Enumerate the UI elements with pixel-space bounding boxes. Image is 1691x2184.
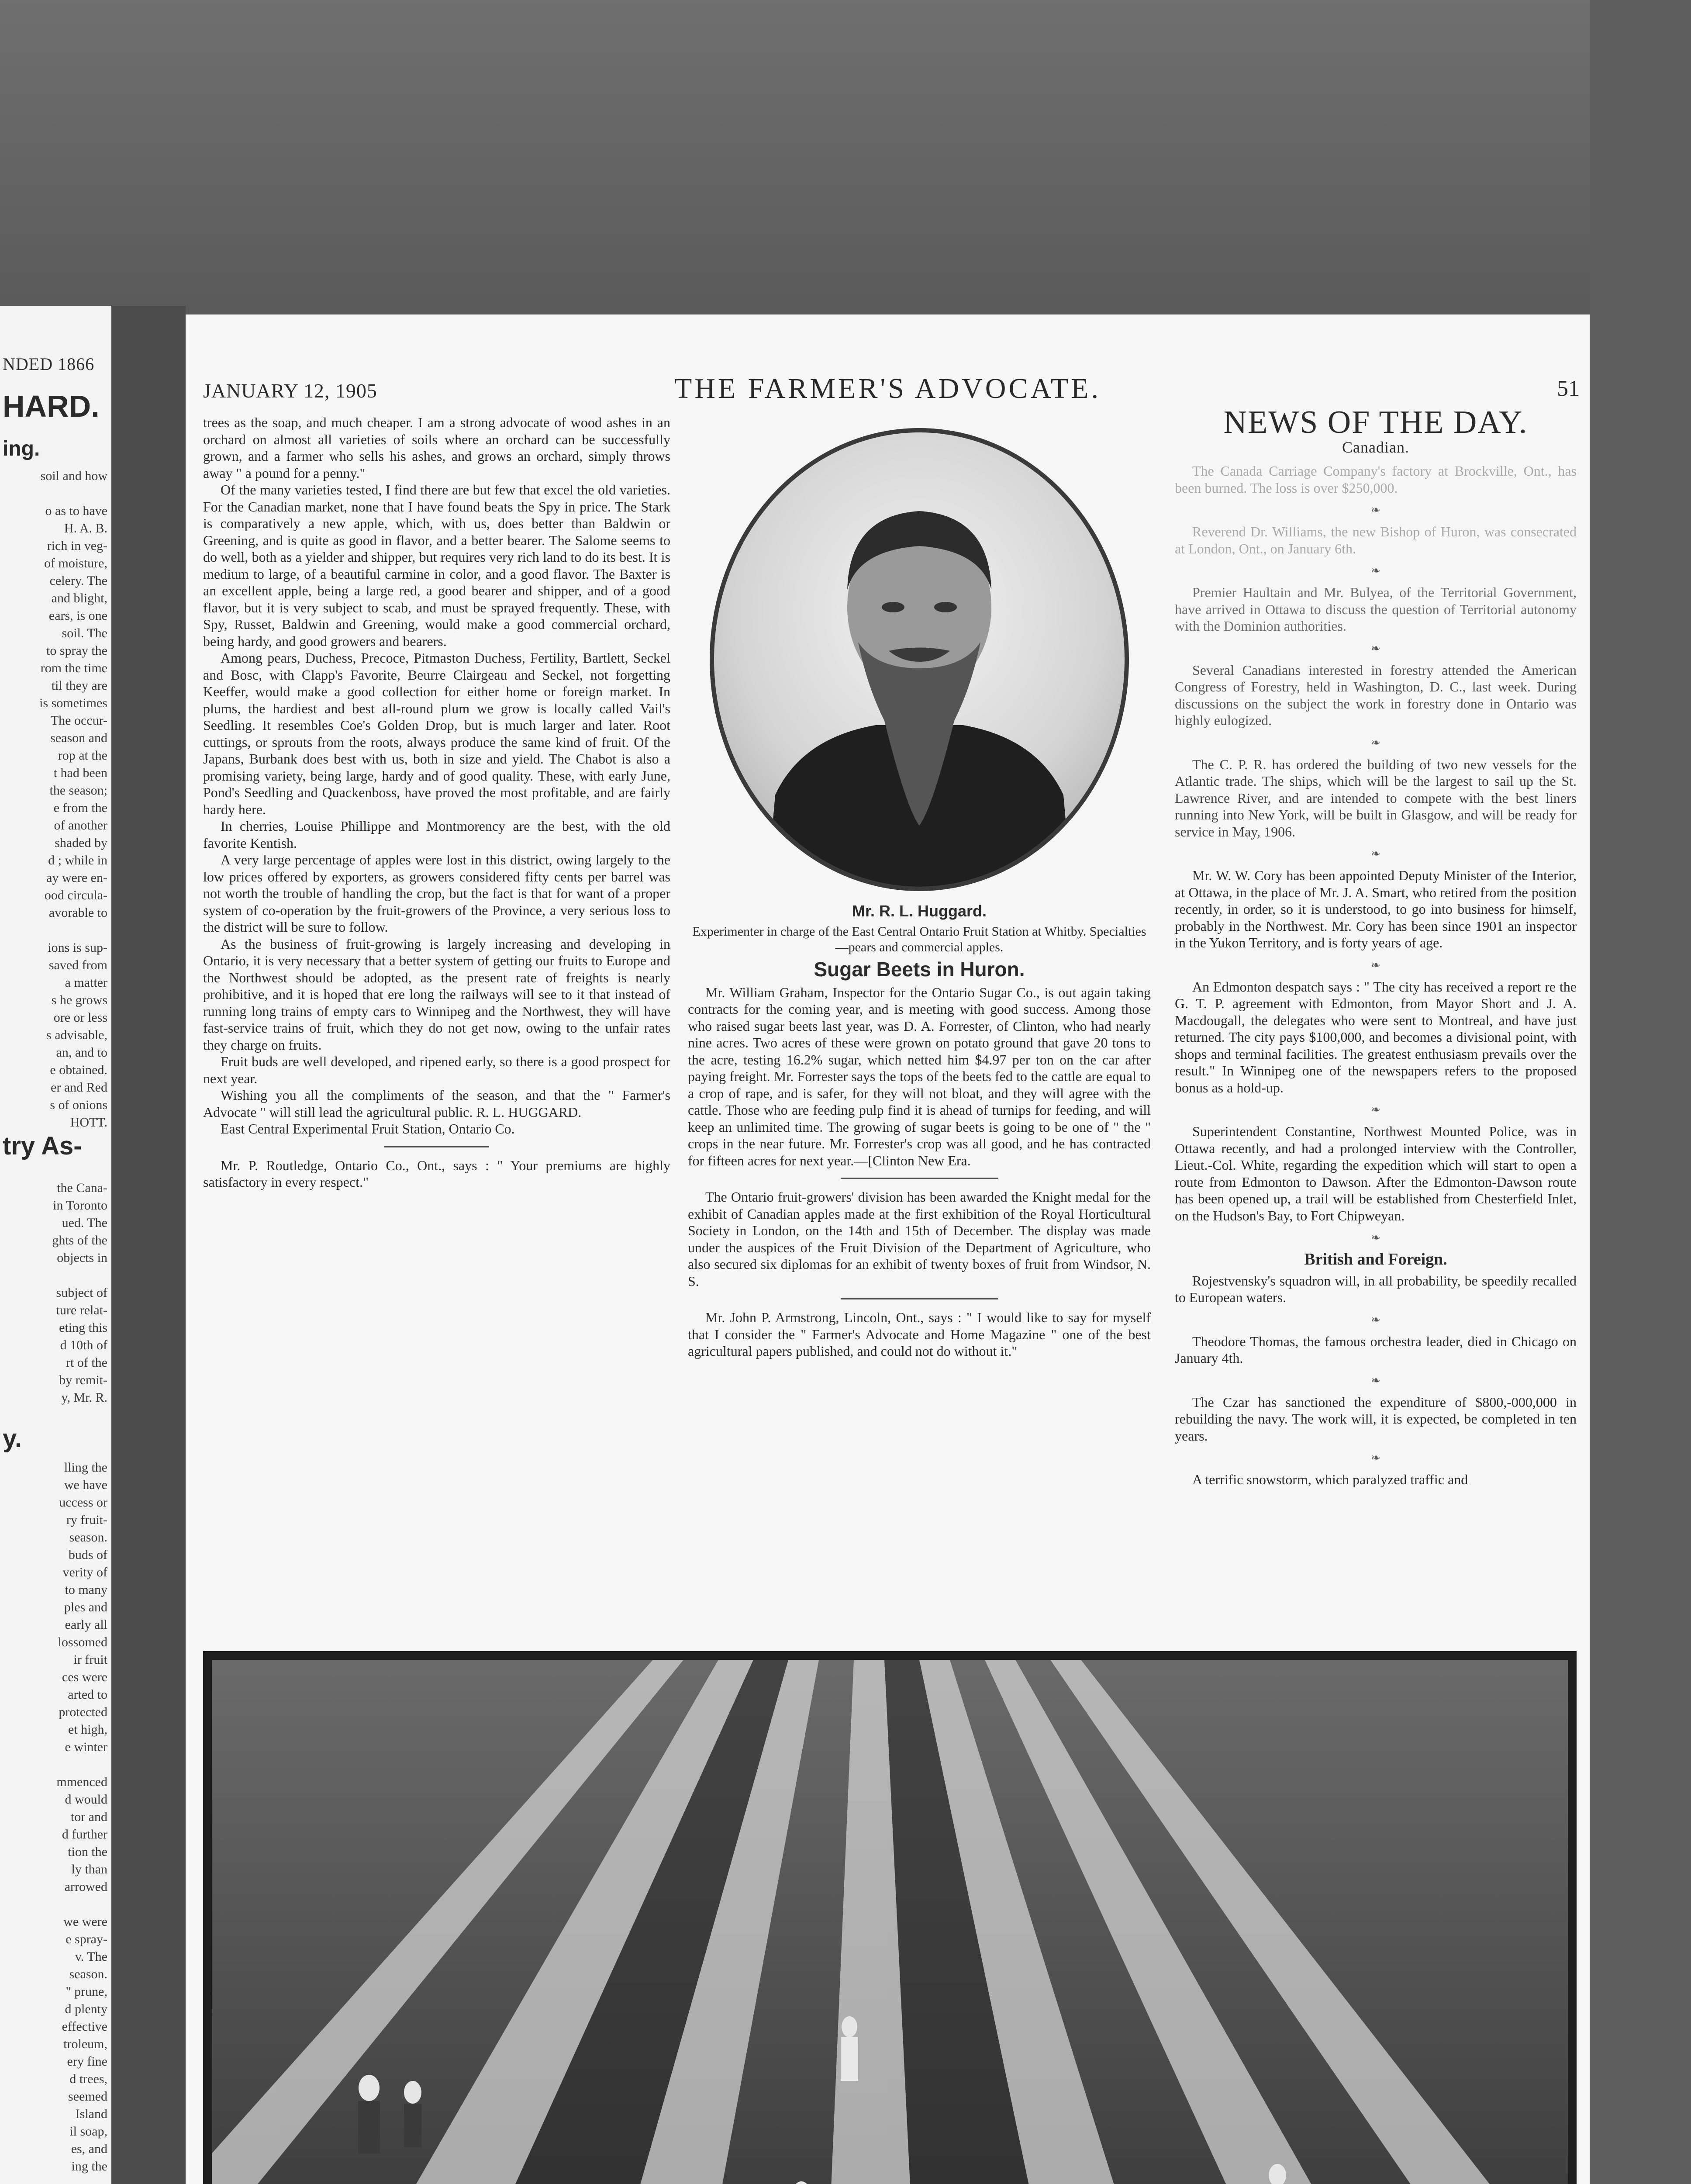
column-rule: [384, 1146, 489, 1147]
prev-page-text-b: [3, 1179, 107, 1406]
news-item: Mr. W. W. Cory has been appointed Deputy Minister of the Interior, at Ottawa, in the place of Mr. J. A. Smart, who retired from the position recently, in order, so it is understood, to go into business for himself, probably in the Northwest. Mr. Cory has been since 1901 an inspector in the Yukon Territory, and is forty years of age.: [1175, 867, 1577, 950]
prev-page-line: [3, 1267, 107, 1284]
raspberry-garden-photo: [203, 1651, 1577, 2184]
separator-ornament: ❧: [1371, 564, 1380, 577]
prev-page-line: e spray-: [66, 1932, 107, 1946]
binding-gutter: [111, 306, 186, 2184]
paragraph: Fruit buds are well developed, and ripened early, so there is a good prospect for next year.: [203, 1054, 670, 1086]
prev-page-line: [3, 1896, 107, 1913]
prev-page-line: er and Red: [51, 1080, 107, 1095]
prev-page-line: objects in: [57, 1251, 107, 1265]
prev-page-line: tor and: [70, 1810, 107, 1824]
prev-page-line: [3, 1756, 107, 1773]
separator-ornament: ❧: [1371, 847, 1380, 860]
news-item: The Czar has sanctioned the expenditure of $800,-000,000 in rebuilding the navy. The work will, it is expected, be completed in ten years.: [1175, 1394, 1577, 1444]
prev-page-line: season and: [50, 731, 107, 745]
prev-page-text-c: [3, 1459, 107, 2175]
prev-page-line: ly than: [71, 1862, 107, 1876]
prev-page-line: seemed: [68, 2089, 107, 2104]
prev-page-line: early all: [65, 1617, 107, 1632]
british-foreign-subheading: British and Foreign.: [1304, 1250, 1447, 1268]
paragraph: Among pears, Duchess, Precoce, Pitmaston Duchess, Fertility, Bartlett, Seckel and Bosc, with Clapp's Favorite, Beurre Clairgeau and Seckel, not forgetting Keeffer, would make a good collection for either home or foreign market. In plums, the hardiest and best all-round plum we grow is locally called Vail's Seedling. It resembles Coe's Golden Drop, but is much larger and later. Root cuttings, or sprouts from the roots, always produce the same kind of fruit. Of the Japans, Burbank does best with us, both in size and yield. The Chabot is also a promising variety, being large, hardy and of good quality. These, with early June, Pond's Seedling and Quackenboss, have proved the most profitable, and are fairly hardy here.: [203, 650, 670, 817]
prev-page-line: ears, is one: [48, 608, 107, 623]
prev-page-line: H. A. B.: [64, 521, 107, 536]
prev-page-line: Island: [75, 2107, 107, 2121]
prev-page-line: the season;: [49, 783, 107, 798]
prev-page-line: celery. The: [49, 574, 107, 588]
prev-page-line: et high,: [68, 1722, 107, 1737]
prev-page-line: ples and: [64, 1600, 107, 1614]
masthead-title: THE FARMER'S ADVOCATE.: [674, 373, 1101, 404]
prev-page-line: and blight,: [51, 591, 107, 605]
news-item: The Canada Carriage Company's factory at Brockville, Ont., has been burned. The loss is over $250,000.: [1175, 463, 1577, 496]
paragraph: Wishing you all the compliments of the season, and that the " Farmer's Advocate " will still lead the agricultural public. R. L. HUGGARD.: [203, 1087, 670, 1120]
news-of-the-day-heading: NEWS OF THE DAY.: [1223, 404, 1528, 440]
separator-ornament: ❧: [1371, 642, 1380, 655]
prev-page-line: ery fine: [67, 2054, 107, 2069]
separator-ornament: ❧: [1371, 736, 1380, 749]
prev-page-line: ions is sup-: [48, 940, 107, 955]
prev-page-line: protected: [59, 1705, 107, 1719]
prev-page-line: d ; while in: [48, 853, 107, 867]
prev-page-line: ces were: [62, 1670, 107, 1684]
prev-page-line: buds of: [68, 1548, 107, 1562]
paragraph: A very large percentage of apples were lost in this district, owing largely to the low prices offered by exporters, as growers considered fifty cents per barrel was not worth the trouble of handling the crop, but the fact is that for want of a proper system of co-operation by the fruit-growers of the Province, a very serious loss to the district will be sure to follow.: [203, 852, 670, 935]
previous-page-fragment: [0, 306, 111, 2184]
prev-page-line: " prune,: [66, 1984, 107, 1999]
prev-page-line: il soap,: [69, 2124, 107, 2139]
prev-page-line: e winter: [65, 1740, 107, 1754]
paragraph: In cherries, Louise Phillippe and Montmorency are the best, with the old favorite Kentish.: [203, 818, 670, 851]
paragraph: trees as the soap, and much cheaper. I am a strong advocate of wood ashes in an orchard on almost all varieties of soils where an orchard can be successfully grown, and a farmer who sells his ashes, and grows an orchard, simply throws away " a pound for a penny.": [203, 415, 670, 481]
prev-page-line: ir fruit: [73, 1652, 107, 1667]
prev-page-line: tion the: [68, 1845, 107, 1859]
prev-page-line: s he grows: [51, 993, 107, 1007]
news-item: Several Canadians interested in forestry attended the American Congress of Forestry, held in Washington, D. C., last week. During discussions on the subject the work in forestry done in Ontario was highly eulogized.: [1175, 662, 1577, 728]
prev-page-line: rop at the: [58, 748, 107, 763]
column-rule: [841, 1178, 998, 1179]
prev-page-line: we have: [64, 1478, 107, 1492]
prev-page-line: ghts of the: [52, 1233, 107, 1248]
prev-page-line: ood circula-: [44, 888, 107, 902]
prev-page-line: e from the: [53, 801, 107, 815]
prev-page-heading-c: y.: [3, 1424, 22, 1453]
prev-page-line: d 10th of: [60, 1338, 107, 1352]
portrait-photo: [701, 424, 1138, 895]
prev-page-line: s of onions: [50, 1098, 107, 1112]
separator-ornament: ❧: [1371, 958, 1380, 971]
armstrong-testimonial: Mr. John P. Armstrong, Lincoln, Ont., says : " I would like to say for myself that I consider the " Farmer's Advocate and Home Magazine " one of the best agricultural papers published, and could not do without it.": [688, 1310, 1151, 1359]
left-column: [203, 414, 670, 1191]
prev-page-line: in Toronto: [53, 1198, 107, 1213]
paragraph: Of the many varieties tested, I find there are but few that excel the old varieties. For the Canadian market, none that I have found beats the Spy in price. The Stark is comparatively a new apple, which, with us, does better than Baldwin or Greening, and is quite as good in flavor, and a better bearer. The Salome seems to do well, both as a yielder and shipper, but requires very rich land to do its best. It is medium to large, of a beautiful carmine in color, and a good flavor. The Baxter is an excellent apple, being a large red, a good bearer and shipper, and of a good flavor, but it is very subject to scab, and must be sprayed frequently. These, with Spy, Russet, Baldwin and Greening, would make a good commercial orchard, being hardy, and good growers and bearers.: [203, 482, 670, 649]
prev-page-line: ore or less: [53, 1010, 107, 1025]
prev-page-line: rich in veg-: [47, 539, 107, 553]
prev-page-line: to many: [65, 1583, 107, 1597]
prev-page-line: ay were en-: [46, 871, 107, 885]
prev-page-line: subject of: [56, 1286, 107, 1300]
prev-page-line: season.: [69, 1967, 107, 1981]
prev-page-line: til they are: [51, 678, 107, 693]
prev-page-title: HARD.: [3, 389, 100, 423]
separator-ornament: ❧: [1371, 1451, 1380, 1464]
news-item: Reverend Dr. Williams, the new Bishop of Huron, was consecrated at London, Ont., on January 6th.: [1175, 524, 1577, 556]
news-item: Premier Haultain and Mr. Bulyea, of the Territorial Government, have arrived in Ottawa to discuss the question of Territorial autonomy with the Dominion authorities.: [1175, 584, 1577, 634]
prev-page-line: effective: [62, 2019, 107, 2034]
prev-page-line: t had been: [53, 766, 107, 780]
prev-page-line: ued. The: [62, 1216, 107, 1230]
prev-page-line: the Cana-: [57, 1181, 107, 1195]
scanner-background-top: [0, 0, 1691, 314]
sugar-beets-heading: Sugar Beets in Huron.: [814, 958, 1025, 981]
prev-page-line: a matter: [65, 975, 107, 990]
prev-page-line: soil. The: [62, 626, 107, 640]
prev-page-line: o as to have: [45, 504, 107, 518]
prev-page-line: [3, 485, 107, 502]
prev-page-line: lling the: [64, 1460, 107, 1475]
prev-page-line: of moisture,: [44, 556, 107, 570]
prev-page-line: s advisable,: [46, 1028, 107, 1042]
prev-page-line: rom the time: [40, 661, 107, 675]
prev-page-line: to spray the: [46, 643, 107, 658]
prev-page-line: of another: [54, 818, 107, 833]
knight-medal-article: The Ontario fruit-growers' division has been awarded the Knight medal for the exhibit of Canadian apples made at the first exhibition of the Royal Horticultural Society in London, on the 14th and 15th of December. The display was made under the auspices of the Fruit Division of the Department of Agriculture, who also secured six diplomas for an exhibit of twenty boxes of fruit from Windsor, N. S.: [688, 1189, 1151, 1289]
prev-page-line: [3, 922, 107, 939]
prev-page-line: d trees,: [69, 2072, 107, 2086]
prev-page-line: lossomed: [58, 1635, 107, 1649]
prev-page-line: verity of: [62, 1565, 107, 1579]
prev-page-line: rt of the: [66, 1355, 107, 1370]
canadian-subheading: Canadian.: [1342, 438, 1409, 456]
prev-page-line: season.: [69, 1530, 107, 1545]
prev-page-line: es, and: [71, 2142, 107, 2156]
prev-page-heading-b: try As-: [3, 1132, 82, 1160]
prev-page-line: ing the: [71, 2159, 107, 2174]
news-item: A terrific snowstorm, which paralyzed traffic and: [1192, 1472, 1468, 1487]
separator-ornament: ❧: [1371, 504, 1380, 516]
prev-page-line: ry fruit-: [66, 1513, 107, 1527]
prev-page-line: d further: [62, 1827, 107, 1842]
prev-page-line: e obtained.: [50, 1063, 107, 1077]
prev-page-line: arrowed: [64, 1880, 107, 1894]
prev-page-text-a: [3, 467, 107, 1131]
prev-page-line: mmenced: [56, 1775, 107, 1789]
sugar-beets-article: Mr. William Graham, Inspector for the Ontario Sugar Co., is out again taking contracts for the coming year, and is meeting with good success. Among those who raised sugar beets last year, was D. A. Forrester, of Clinton, who had nearly nine acres. Two acres of these were grown on potato ground that gave 20 tons to the acre, testing 16.2% sugar, which netted him $4.97 per ton on the car after paying freight. Mr. Forrester says the tops of the beets fed to the cattle are equal to a crop of rape, and is safer, for they will not bloat, and they will agree with the cattle. Those who are feeding pulp find it is ahead of turnips for feeding, and will keep an unlimited time. The growing of sugar beets is going to be one of " the " crops in the near future. Mr. Forrester's crop was all good, and he has contracted for fifteen acres for next year.—[Clinton New Era.: [688, 984, 1151, 1168]
page-number: 51: [1557, 376, 1580, 401]
prev-page-subhead: ing.: [3, 437, 40, 460]
separator-ornament: ❧: [1371, 1313, 1380, 1326]
news-item: Rojestvensky's squadron will, in all probability, be speedily recalled to European waters.: [1175, 1272, 1577, 1305]
prev-page-line: uccess or: [59, 1495, 107, 1510]
prev-page-line: troleum,: [63, 2037, 107, 2051]
prev-page-line: saved from: [48, 958, 107, 972]
prev-page-line: we were: [63, 1914, 107, 1929]
prev-page-line: ture relat-: [56, 1303, 107, 1317]
prev-page-line: HOTT.: [70, 1115, 107, 1130]
paragraph-routledge: Mr. P. Routledge, Ontario Co., Ont., says : " Your premiums are highly satisfactory in every respect.": [203, 1157, 670, 1190]
scanner-background-right: [1590, 0, 1691, 2184]
prev-page-line: avorable to: [48, 905, 107, 920]
prev-page-line: shaded by: [55, 836, 107, 850]
news-item: The C. P. R. has ordered the building of two new vessels for the Atlantic trade. The ships, which will be the largest to sail up the St. Lawrence River, and are intended to compete with the best liners running into New York, will be built in Glasgow, and will be ready for service in May, 1906.: [1175, 756, 1577, 840]
separator-ornament: ❧: [1371, 1103, 1380, 1116]
prev-page-header: NDED 1866: [3, 354, 95, 374]
news-item: An Edmonton despatch says : " The city has received a report re the G. T. P. agreement with Edmonton, from Mayor Short and J. A. Macdougall, the delegates who were sent to Montreal, and have just returned. The city pays $100,000, and becomes a divisional point, with shops and terminal facilities. The greatest enthusiasm prevails over the result." In Winnipeg one of the newspapers refers to the proposed bonus as a hold-up.: [1175, 978, 1577, 1095]
prev-page-line: eting this: [59, 1320, 107, 1335]
prev-page-line: an, and to: [56, 1045, 107, 1060]
prev-page-line: y, Mr. R.: [61, 1390, 107, 1405]
separator-ornament: ❧: [1371, 1231, 1380, 1244]
prev-page-line: soil and how: [40, 469, 107, 483]
paragraph: As the business of fruit-growing is largely increasing and developing in Ontario, it is very necessary that a better system of getting our fruits to Europe and the Northwest should be adopted, as the present rate of freights is nearly prohibitive, and it is hoped that ere long the railways will see to it that instead of running long trains of empty cars to Winnipeg and the Northwest, they will have fast-service trains of fruit, which they do not get now, owing to the unfair rates they charge on fruits.: [203, 936, 670, 1053]
right-column: [1175, 404, 1577, 1493]
prev-page-line: d plenty: [65, 2002, 107, 2016]
prev-page-line: v. The: [75, 1949, 107, 1964]
separator-ornament: ❧: [1371, 1374, 1380, 1387]
issue-date: JANUARY 12, 1905: [203, 380, 377, 402]
prev-page-line: The occur-: [50, 713, 107, 728]
column-rule: [841, 1298, 998, 1299]
prev-page-line: arted to: [68, 1687, 107, 1702]
portrait-caption: Experimenter in charge of the East Central Ontario Fruit Station at Whitby. Specialties—pears and commercial apples.: [692, 924, 1146, 954]
portrait-caption-name: Mr. R. L. Huggard.: [852, 902, 987, 920]
prev-page-line: d would: [65, 1792, 107, 1807]
middle-column: [688, 957, 1151, 1360]
prev-page-line: is sometimes: [39, 696, 107, 710]
prev-page-line: by remit-: [59, 1373, 107, 1387]
paragraph: East Central Experimental Fruit Station, Ontario Co.: [221, 1121, 515, 1137]
news-item: Superintendent Constantine, Northwest Mounted Police, was in Ottawa recently, and had a prolonged interview with the Controller, Lieut.-Col. White, regarding the expedition which will start to open a route from Edmonton to Dawson. After the Edmonton-Dawson route has been opened up, a trail will be established from Chesterfield Inlet, on the Hudson's Bay, to Fort Chipweyan.: [1175, 1123, 1577, 1223]
news-item: Theodore Thomas, the famous orchestra leader, died in Chicago on January 4th.: [1175, 1333, 1577, 1366]
